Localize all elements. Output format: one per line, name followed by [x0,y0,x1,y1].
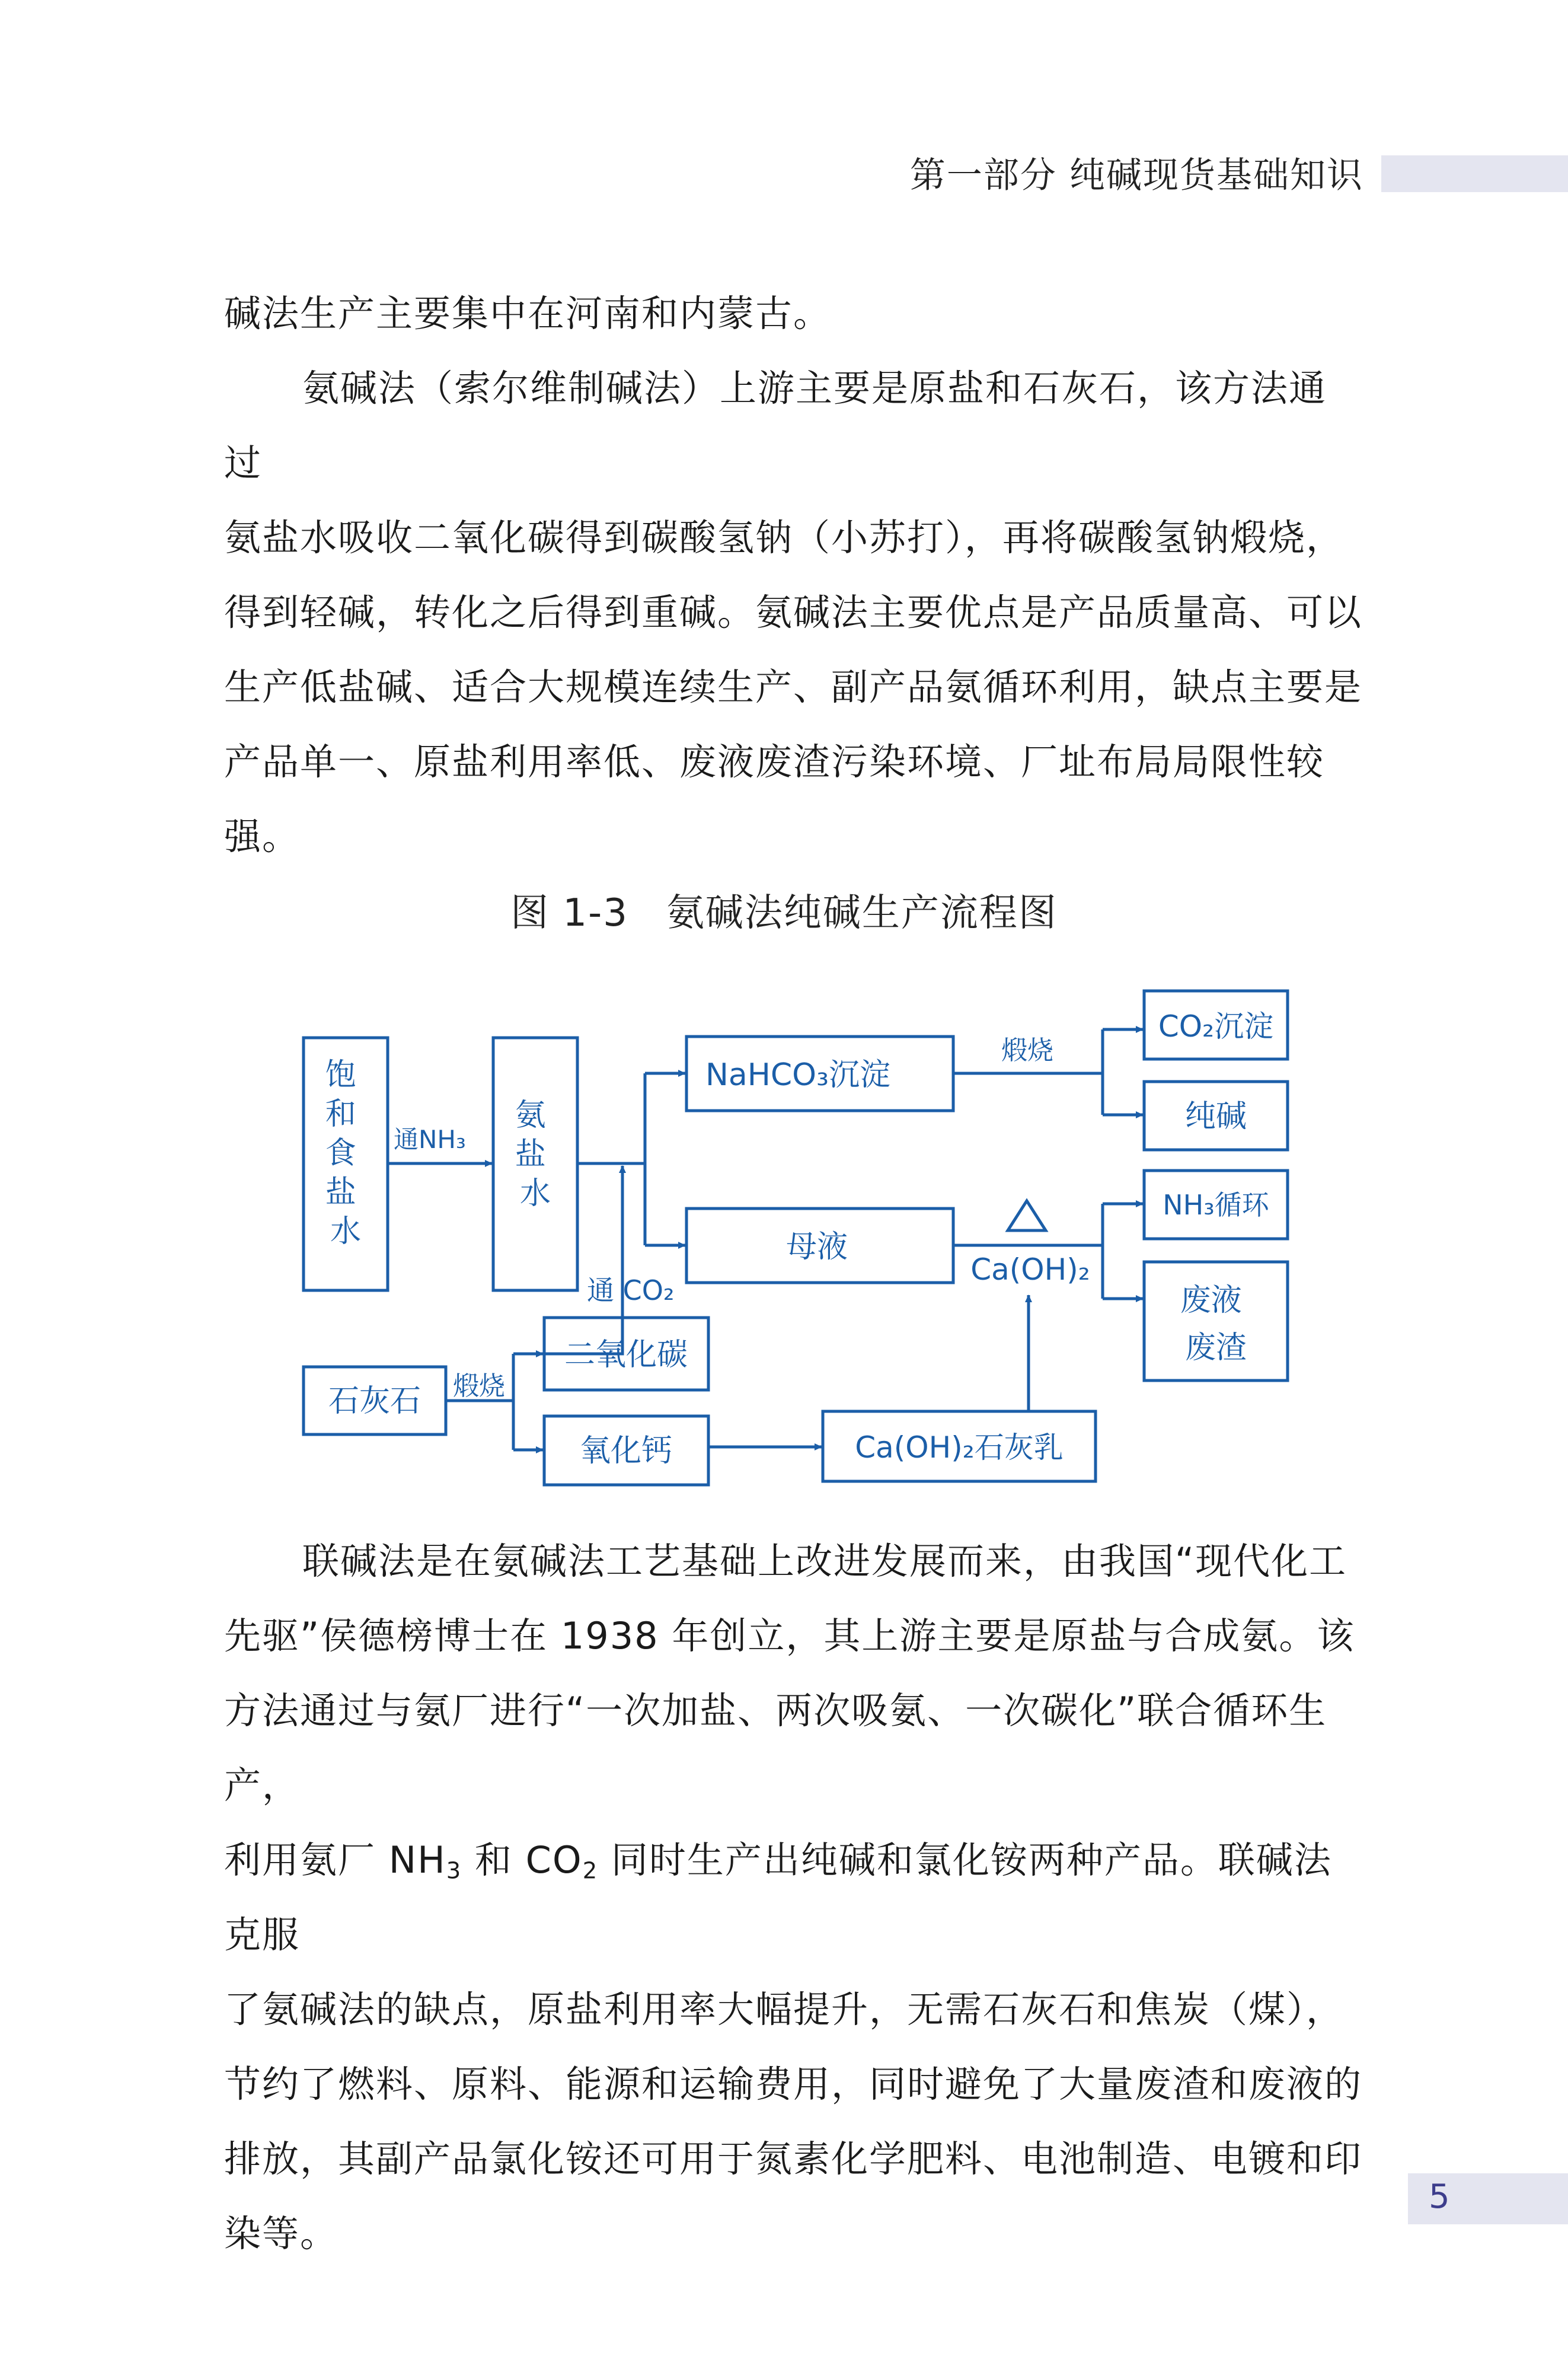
arrow-co2-up [544,1166,622,1354]
label-char: 水 [330,1214,362,1249]
label-calcine-bottom: 煅烧 [453,1371,505,1401]
label-char: 氨 [515,1098,546,1133]
label-saturated-brine [325,1057,366,1249]
label-co2-precip: CO₂沉淀 [1158,1009,1274,1044]
paragraph-1: 碱法生产主要集中在河南和内蒙古。 [224,292,832,335]
paragraph-3-line: 方法通过与氨厂进行“一次加盐、两次吸氨、一次碳化”联合循环生产， [224,1689,1327,1807]
paragraph-3 [224,1524,1362,2271]
label-caoh2: Ca(OH)₂ [970,1252,1090,1287]
paragraph-3-line: 先驱”侯德榜博士在 1938 年创立，其上游主要是原盐与合成氨。该 [224,1614,1355,1657]
label-co2-feed: 通 CO₂ [587,1274,675,1306]
label-char: 饱 [325,1057,356,1093]
label-char: 水 [519,1176,551,1211]
figure-number: 图 1-3 [510,891,628,935]
label-cao: 氧化钙 [579,1433,673,1469]
paragraph-2-line: 产品单一、原盐利用率低、废液废渣污染环境、厂址布局局限性较强。 [224,740,1325,858]
label-mother-liquor: 母液 [785,1229,848,1265]
paragraph-3-line: 染等。 [224,2212,338,2255]
label-nahco3: NaHCO₃沉淀 [705,1057,890,1093]
subscript-2: 2 [582,1857,599,1885]
label-limestone: 石灰石 [328,1383,421,1419]
label-line: 废液 [1180,1283,1242,1318]
paragraph-3-line: 联碱法是在氨碱法工艺基础上改进发展而来，由我国“现代化工 [302,1539,1347,1583]
paragraph-2-line: 得到轻碱，转化之后得到重碱。氨碱法主要优点是产品质量高、可以 [224,591,1363,634]
paragraph-2-line: 氨碱法（索尔维制碱法）上游主要是原盐和石灰石，该方法通过 [224,366,1327,484]
label-char: 和 [325,1096,356,1132]
label-char: 盐 [515,1137,546,1172]
subscript-3: 3 [446,1857,462,1885]
text-run: 和 CO [462,1838,583,1882]
paragraph-3-line: 了氨碱法的缺点，原盐利用率大幅提升，无需石灰石和焦炭（煤）， [224,1988,1345,2031]
label-waste [1180,1283,1252,1366]
heat-triangle-icon [1008,1201,1046,1230]
paragraph-3-line: 节约了燃料、原料、能源和运输费用，同时避免了大量废渣和废液的 [224,2062,1363,2106]
paragraph-2-line: 氨盐水吸收二氧化碳得到碳酸氢钠（小苏打），再将碳酸氢钠煅烧， [224,516,1345,559]
running-header: 第一部分 纯碱现货基础知识 [909,155,1363,196]
label-line: 废渣 [1184,1330,1247,1366]
label-caoh2-milk: Ca(OH)₂石灰乳 [855,1430,1064,1465]
text-run: 同时生产出纯碱和氯化铵两种产品。联碱法克服 [224,1838,1332,1956]
paragraph-3-line: 排放，其副产品氯化铵还可用于氮素化学肥料、电池制造、电镀和印 [224,2137,1363,2180]
text-run: 利用氨厂 NH [224,1838,446,1882]
label-nh3: 通NH₃ [394,1125,466,1154]
label-char: 食 [325,1136,356,1171]
paragraph-2-line: 生产低盐碱、适合大规模连续生产、副产品氨循环利用，缺点主要是 [224,665,1363,709]
label-co2-box: 二氧化碳 [564,1337,688,1373]
label-soda-ash: 纯碱 [1184,1099,1247,1134]
paragraph-3-line [224,1823,1362,1972]
label-nh3-recycle: NH₃循环 [1163,1189,1269,1221]
label-char: 盐 [325,1175,356,1210]
label-ammonia-brine [515,1098,556,1211]
label-calcine-top: 煅烧 [1001,1035,1053,1066]
figure-title: 氨碱法纯碱生产流程图 [666,891,1058,935]
page-number: 5 [1429,2177,1450,2216]
